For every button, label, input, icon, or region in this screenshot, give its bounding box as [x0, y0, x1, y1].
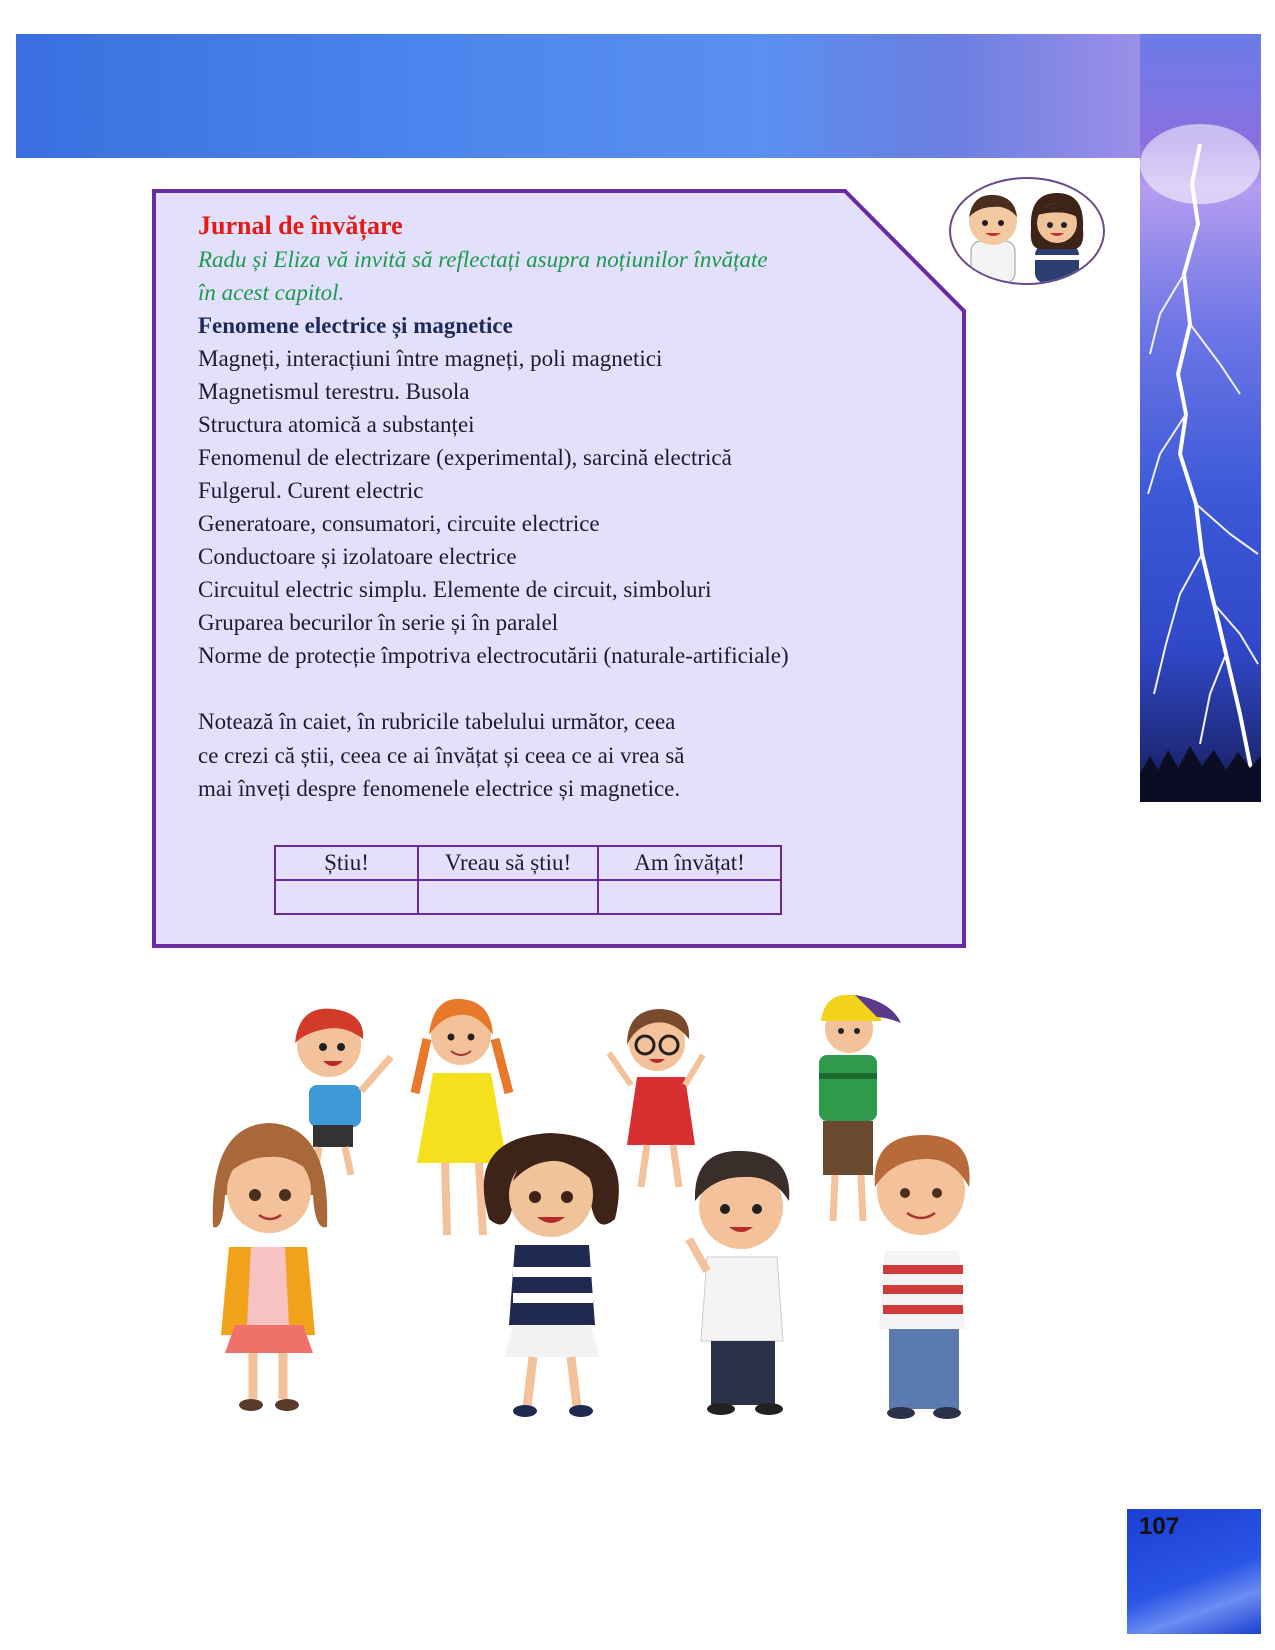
topic-item: Structura atomică a substanței [198, 412, 475, 437]
instruction-line-1: Notează în caiet, în rubricile tabelului următor, ceea [198, 709, 676, 734]
kwl-cell-know [275, 880, 418, 914]
instruction-line-3: mai înveți despre fenomenele electrice și magnetice. [198, 776, 681, 801]
lightning-image [1140, 34, 1261, 802]
kwl-header-row [275, 846, 781, 880]
kwl-header-learned: Am învățat! [598, 846, 781, 880]
lightning-bolt-graphic [1140, 34, 1261, 802]
topic-item: Norme de protecție împotriva electrocutării (naturale-artificiale) [198, 643, 789, 668]
kwl-header-want: Vreau să știu! [418, 846, 598, 880]
journal-subtitle: Fenomene electrice și magnetice [198, 313, 513, 338]
topic-item: Circuitul electric simplu. Elemente de circuit, simboluri [198, 577, 712, 602]
journal-title: Jurnal de învățare [198, 211, 403, 240]
topic-item: Fenomenul de electrizare (experimental), sarcină electrică [198, 445, 732, 470]
kid-red-striped-boy [875, 1135, 970, 1419]
kwl-header-know: Știu! [275, 846, 418, 880]
kid-cardigan-girl [213, 1123, 327, 1411]
radu-eliza-avatar [949, 177, 1105, 285]
children-group-illustration [195, 995, 1045, 1515]
topic-item: Gruparea becurilor în serie și în paralel [198, 610, 559, 635]
instruction-line-2: ce crezi că știi, ceea ce ai învățat și ceea ce ai vrea să [198, 742, 685, 768]
topic-item: Magneți, interacțiuni între magneți, poli magnetici [198, 346, 663, 371]
header-band [16, 34, 1261, 158]
journal-content [198, 209, 918, 806]
topic-item: Magnetismul terestru. Busola [198, 379, 470, 404]
topic-item: Generatoare, consumatori, circuite electrice [198, 511, 600, 536]
kwl-cell-learned [598, 880, 781, 914]
children-illustration [195, 995, 1045, 1515]
page-number-box [1127, 1509, 1261, 1634]
radu-eliza-illustration [951, 179, 1103, 283]
topic-item: Conductoare și izolatoare electrice [198, 544, 517, 569]
kid-white-shirt-boy [689, 1151, 789, 1415]
instruction-paragraph [198, 705, 918, 806]
kwl-table [274, 845, 782, 915]
kwl-empty-row [275, 880, 781, 914]
kid-glasses-girl [609, 1009, 703, 1187]
kwl-cell-want [418, 880, 598, 914]
kid-striped-top-girl [484, 1133, 619, 1417]
topic-item: Fulgerul. Curent electric [198, 478, 424, 503]
page-number: 107 [1139, 1513, 1180, 1540]
journal-intro-line-1: Radu și Eliza vă invită să reflectați asupra noțiunilor învățate [198, 247, 768, 272]
journal-box [152, 189, 966, 948]
journal-intro-line-2: în acest capitol. [198, 280, 345, 305]
